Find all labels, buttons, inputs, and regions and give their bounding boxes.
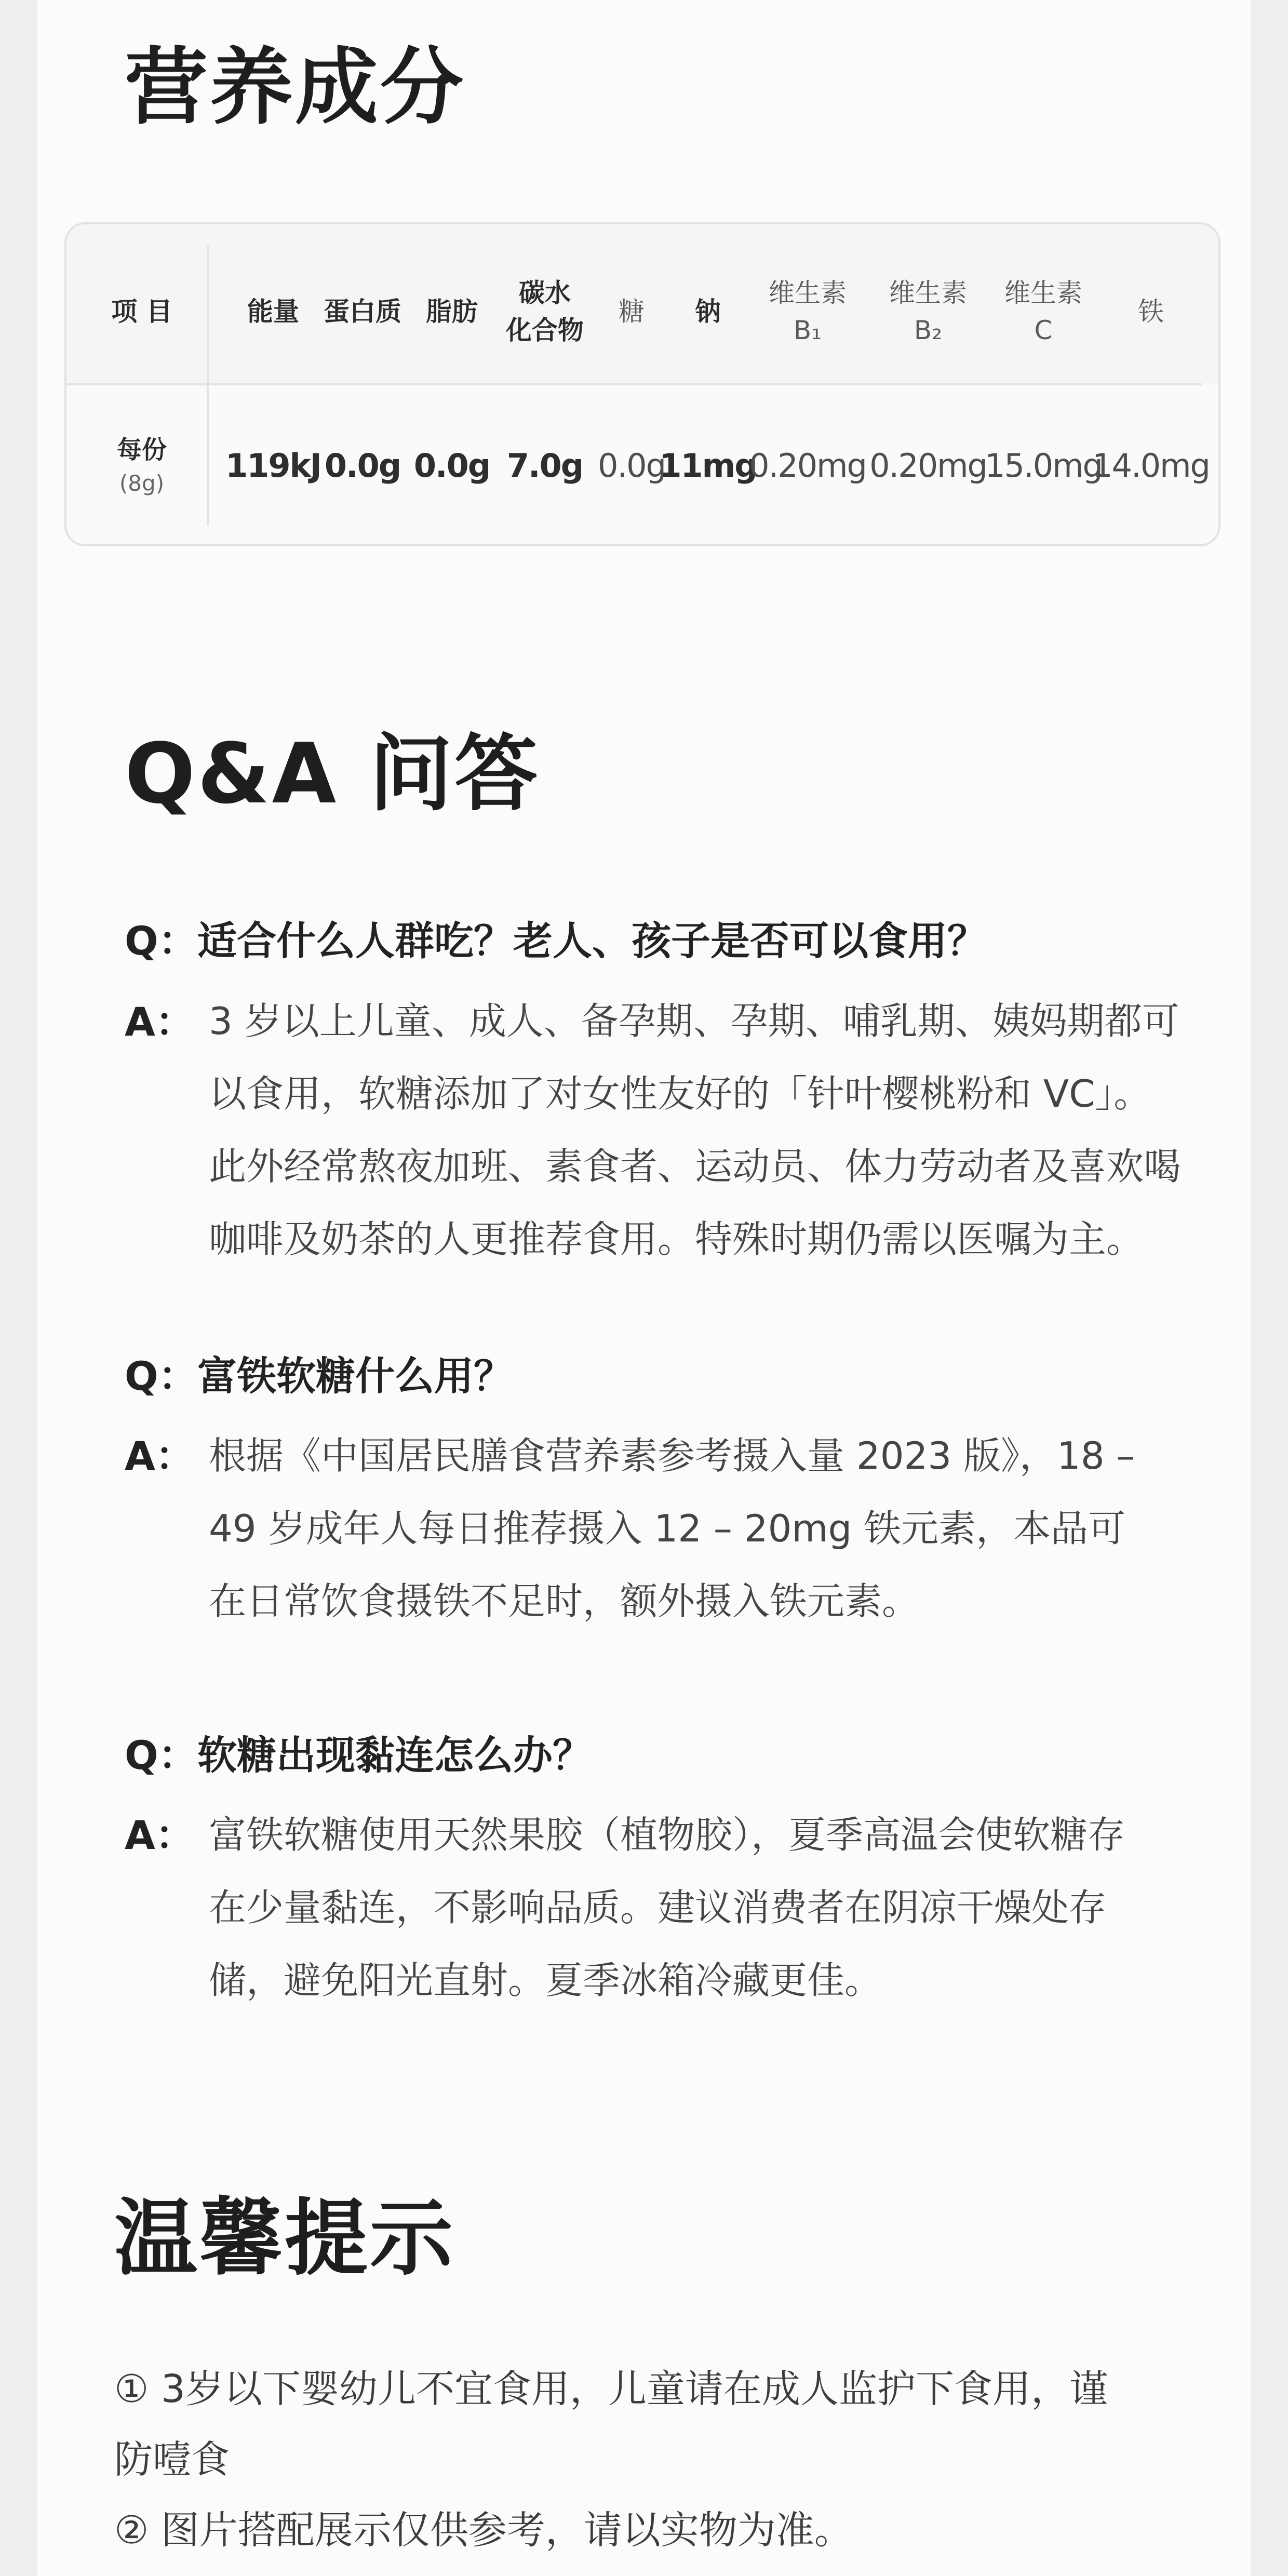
header-sodium: 钠 [695,296,721,327]
answer-marker: A： [125,1812,195,1858]
row-label-main: 每份 [116,435,167,464]
question-marker: Q： [125,918,198,964]
question-3 [125,1732,592,1778]
product-detail-page [37,0,1251,2576]
value-protein: 0.0g [324,447,401,485]
tips-title: 温馨提示 [114,2190,455,2287]
header-vitamin-b2 [868,245,988,378]
answer-3-line: 储，避免阳光直射。夏季冰箱冷藏更佳。 [209,1958,882,2002]
value-sodium: 11mg [659,447,757,485]
header-vitamin-b1-line1: 维生素 [769,277,847,308]
header-carbohydrate-line1: 碳水 [519,277,571,308]
tip-line: ② 图片搭配展示仅供参考，请以实物为准。 [114,2508,853,2553]
table-row-divider [66,383,1202,385]
answer-2-line: 在日常饮食摄铁不足时，额外摄入铁元素。 [209,1579,920,1623]
nutrition-title: 营养成分 [125,38,466,136]
header-sugar-label: 糖 [619,296,645,327]
value-vitamin-b1: 0.20mg [749,447,866,485]
question-1 [125,918,987,964]
header-vitamin-c [989,245,1098,378]
table-column-divider [207,245,209,526]
answer-3-line: 富铁软糖使用天然果胶（植物胶），夏季高温会使软糖存 [209,1813,1125,1857]
question-2-text: 富铁软糖什么用？ [197,1353,513,1399]
answer-1 [209,985,1222,1276]
answer-2-line: 49 岁成年人每日推荐摄入 12 – 20mg 铁元素，本品可 [209,1507,1126,1550]
tips-list [114,2354,1236,2566]
answer-3-line: 在少量黏连，不影响品质。建议消费者在阴凉干燥处存 [209,1886,1107,1929]
tip-line: ① 3岁以下婴幼儿不宜食用，儿童请在成人监护下食用，谨 [114,2367,1108,2411]
answer-2 [209,1419,1222,1638]
header-iron-label: 铁 [1138,296,1164,327]
header-energy: 能量 [247,296,299,327]
header-iron [1099,245,1203,378]
question-1-text: 适合什么人群吃？老人、孩子是否可以食用？ [197,918,987,964]
row-label [87,396,196,536]
header-protein: 蛋白质 [324,296,401,327]
value-carbohydrate: 7.0g [506,447,583,485]
answer-1-line: 3 岁以上儿童、成人、备孕期、孕期、哺乳期、姨妈期都可 [209,999,1179,1043]
value-sugar: 0.0g [598,447,665,485]
answer-2-line: 根据《中国居民膳食营养素参考摄入量 2023 版》，18 – [209,1434,1135,1478]
value-energy: 119kJ [225,447,321,485]
value-vitamin-c: 15.0mg [985,447,1102,485]
header-carbohydrate-line2: 化合物 [506,315,584,345]
header-vitamin-b1 [748,245,867,378]
header-vitamin-b2-line1: 维生素 [889,277,967,308]
value-vitamin-b2: 0.20mg [869,447,987,485]
answer-1-line: 以食用，软糖添加了对女性友好的「针叶樱桃粉和 VC」。 [209,1072,1151,1116]
qa-title: Q&A 问答 [125,725,540,822]
header-carbohydrate [495,245,594,378]
value-iron: 14.0mg [1092,447,1210,485]
question-marker: Q： [125,1353,198,1399]
tip-line: 防噎食 [114,2437,230,2482]
header-vitamin-c-line1: 维生素 [1004,277,1082,308]
row-label-sub: (8g) [119,471,165,497]
header-vitamin-b2-line2: B₂ [914,315,943,345]
header-item: 项 目 [111,296,172,327]
header-vitamin-c-line2: C [1034,315,1053,345]
header-sugar [595,245,668,378]
nutrition-table [64,222,1220,546]
answer-marker: A： [125,1433,195,1479]
answer-1-line: 此外经常熬夜加班、素食者、运动员、体力劳动者及喜欢喝 [209,1145,1182,1188]
question-marker: Q： [125,1732,198,1778]
header-vitamin-b1-line2: B₁ [793,315,822,345]
question-3-text: 软糖出现黏连怎么办？ [197,1732,592,1778]
answer-3 [209,1799,1222,2017]
value-fat: 0.0g [413,447,490,485]
question-2 [125,1353,513,1399]
answer-marker: A： [125,999,195,1045]
answer-1-line: 咖啡及奶茶的人更推荐食用。特殊时期仍需以医嘱为主。 [209,1217,1144,1261]
header-fat: 脂肪 [426,296,478,327]
